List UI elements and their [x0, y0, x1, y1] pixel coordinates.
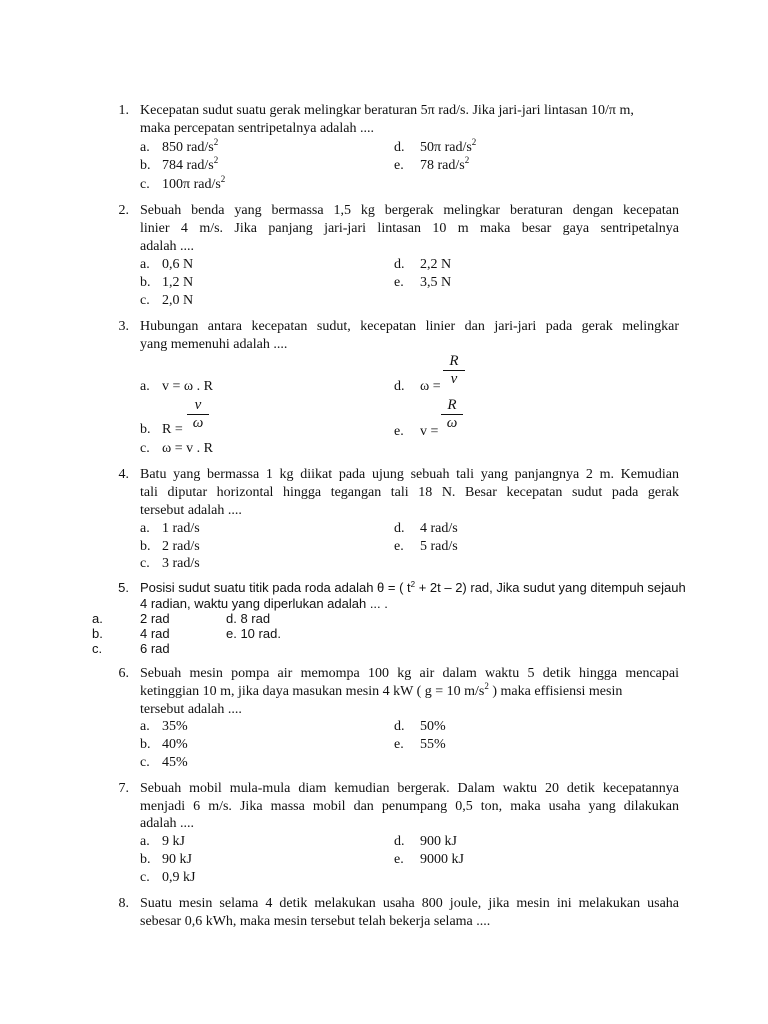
question-text: Posisi sudut suatu titik pada roda adalah θ = ( $t^2 + 2t - 2$) rad, Jika sudut yang ditempuh sejauh	[140, 580, 686, 595]
option-e: e. 78 rad/$s^2$	[394, 155, 470, 173]
question-text: ketinggian 10 m, jika daya masukan mesin 4 kW ( g = 10 $m/s^2$ ) maka effisiensi mesin	[140, 681, 623, 699]
option-c: c. 0,9 kJ	[140, 870, 196, 885]
option-d: d. 50%	[394, 719, 446, 734]
question-number: 7.	[118, 781, 129, 796]
option-b: b. 1,2 N	[140, 275, 194, 290]
option-a: a. 9 kJ	[140, 834, 185, 849]
option-b: b. 784 rad/$s^2$	[140, 155, 219, 173]
option-e: e. 9000 kJ	[394, 852, 464, 867]
question-number: 4.	[118, 467, 129, 482]
option-d: d. 8 rad	[226, 611, 271, 626]
option-a: a. 850 rad/$s^2$	[140, 137, 219, 155]
question-text: sebesar 0,6 kWh, maka mesin tersebut telah bekerja selama ....	[140, 914, 491, 929]
question-text: tali diputar horizontal hingga tegangan tali 18 N. Besar kecepatan sudut pada gerak	[140, 485, 679, 500]
option-d: d. 50π rad/$s^2$	[394, 137, 477, 155]
question-text: Sebuah mobil mula-mula diam kemudian bergerak. Dalam waktu 20 detik kecepatannya	[140, 781, 679, 796]
option-c: c. 2,0 N	[140, 293, 194, 308]
question-number: 8.	[118, 896, 129, 911]
fraction-v-over-omega: $\frac{v}{\omega}$	[187, 397, 209, 432]
option-e: e. 3,5 N	[394, 275, 452, 290]
option-b: b. 90 kJ	[140, 852, 192, 867]
option-e: e. 10 rad.	[226, 626, 281, 641]
question-text: adalah ....	[140, 239, 195, 254]
option-b: b. R =	[140, 422, 183, 437]
option-a: a. 0,6 N	[140, 257, 194, 272]
question-text: maka percepatan sentripetalnya adalah ....	[140, 121, 374, 136]
option-d: d. 900 kJ	[394, 834, 457, 849]
question-text: tersebut adalah ....	[140, 503, 242, 518]
question-text: linier 4 m/s. Jika panjang jari-jari lintasan 10 m maka besar gaya sentripetalnya	[140, 221, 679, 236]
question-number: 1.	[118, 103, 129, 118]
fraction-r-over-v: $\frac{R}{v}$	[443, 353, 465, 388]
option-a: a. 1 rad/s	[140, 521, 200, 536]
question-text: adalah ....	[140, 816, 195, 831]
fraction-r-over-omega: $\frac{R}{\omega}$	[441, 397, 463, 432]
option-e: e. 55%	[394, 737, 446, 752]
option-d: d. ω =	[394, 379, 441, 394]
option-c: c. 45%	[140, 755, 188, 770]
option-a: a. 35%	[140, 719, 188, 734]
option-d: d. 2,2 N	[394, 257, 452, 272]
option-e: e. v =	[394, 424, 439, 439]
question-number: 3.	[118, 319, 129, 334]
option-b: b. 2 rad/s	[140, 539, 200, 554]
question-text: Sebuah mesin pompa air memompa 100 kg air dalam waktu 5 detik hingga mencapai	[140, 666, 679, 681]
question-text: Kecepatan sudut suatu gerak melingkar beraturan 5π rad/s. Jika jari-jari lintasan 10/π m,	[140, 103, 634, 118]
question-text: yang memenuhi adalah ....	[140, 337, 288, 352]
option-a: a. 2 rad d. 8 rad	[92, 611, 271, 626]
question-number: 2.	[118, 203, 129, 218]
question-text: tersebut adalah ....	[140, 702, 242, 717]
option-c: c. 100π rad/$s^2$	[140, 174, 226, 192]
option-a: a. v = ω . R	[140, 379, 213, 394]
question-number: 5.	[118, 580, 129, 595]
question-number: 6.	[118, 666, 129, 681]
question-text: 4 radian, waktu yang diperlukan adalah ... .	[140, 596, 388, 611]
option-e: e. 5 rad/s	[394, 539, 458, 554]
option-c: c. 6 rad	[92, 641, 170, 656]
option-c: c. 3 rad/s	[140, 556, 200, 571]
question-text: menjadi 6 m/s. Jika massa mobil dan penumpang 0,5 ton, maka usaha yang dilakukan	[140, 799, 679, 814]
option-c: c. ω = v . R	[140, 441, 213, 456]
option-b: b. 4 rad e. 10 rad.	[92, 626, 281, 641]
question-text: Batu yang bermassa 1 kg diikat pada ujung sebuah tali yang panjangnya 2 m. Kemudian	[140, 467, 679, 482]
option-b: b. 40%	[140, 737, 188, 752]
question-text: Hubungan antara kecepatan sudut, kecepatan linier dan jari-jari pada gerak melingkar	[140, 319, 679, 334]
option-d: d. 4 rad/s	[394, 521, 458, 536]
question-text: Suatu mesin selama 4 detik melakukan usaha 800 joule, jika mesin ini melakukan usaha	[140, 896, 679, 911]
question-text: Sebuah benda yang bermassa 1,5 kg bergerak melingkar beraturan dengan kecepatan	[140, 203, 679, 218]
